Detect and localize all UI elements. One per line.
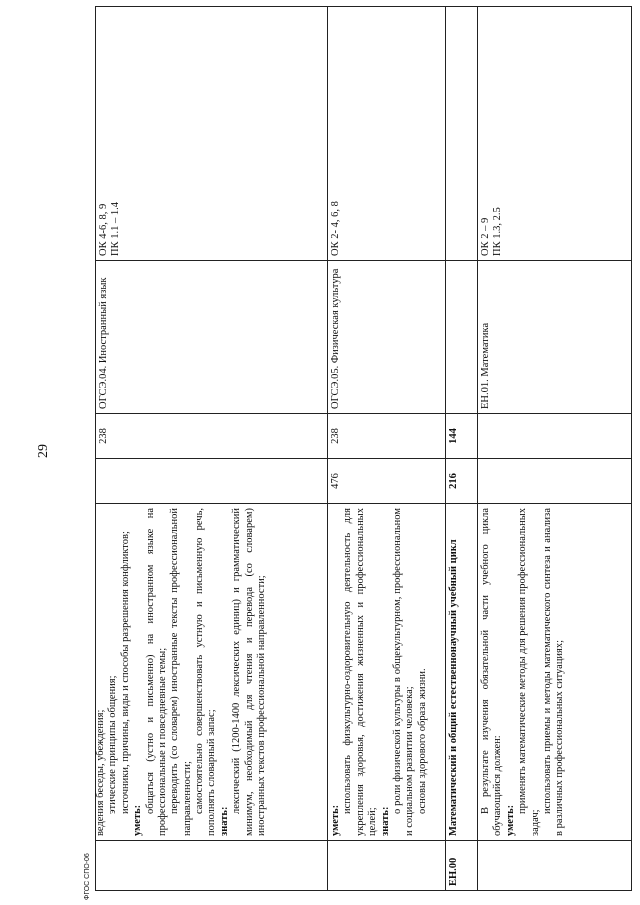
footer-code: ФГОС СПО-06 [84, 853, 91, 900]
desc-label: уметь: [504, 804, 516, 836]
max-load-cell [478, 459, 632, 504]
section-title: Математический и общий естественнонаучный учебный цикл [446, 504, 478, 841]
desc-label: уметь: [330, 804, 341, 836]
desc-line: ведения беседы, убеждения; [95, 709, 106, 836]
competence-code: ПК 1.1 – 1.4 [110, 202, 122, 256]
desc-line: применять математические методы для решения профессиональных задач; [517, 508, 541, 836]
table-row [96, 7, 328, 891]
competence-codes-cell [328, 7, 446, 261]
desc-line: В результате изучения обязательной части учебного цикла обучающийся должен: [480, 508, 504, 836]
desc-line: этические принципы общения; [107, 675, 119, 814]
competence-code: ОК 2- 4, 6, 8 [330, 201, 341, 256]
competence-code: ОК 2 – 9 [480, 217, 491, 256]
discipline-cell: ЕН.01. Математика [478, 261, 632, 414]
competence-code: ОК 4-6, 8, 9 [98, 203, 109, 256]
row-description [478, 504, 632, 841]
desc-line: переводить (со словарем) иностранные тексты профессиональной направленности; [169, 508, 193, 836]
row-description [96, 504, 328, 841]
desc-line: источники, причины, виды и способы разрешения конфликтов; [119, 531, 131, 814]
desc-label: знать: [218, 806, 230, 836]
desc-line: лексический (1200-1400 лексических единиц) и грамматический минимум, необходимый для чтения и перевода (со словарем) иностранных текстов профессиональной направленности; [231, 508, 267, 836]
desc-line: использовать приемы и методы математического синтеза и анализа в различных профессиональных ситуациях; [541, 508, 566, 836]
competence-codes-cell [96, 7, 328, 261]
table-row [328, 7, 446, 891]
max-load-cell [96, 459, 328, 504]
table-row [478, 7, 632, 891]
hours-cell: 144 [446, 414, 478, 459]
row-index [328, 841, 446, 891]
discipline-cell [446, 261, 478, 414]
competence-codes-cell [446, 7, 478, 261]
discipline-cell: ОГСЭ.05. Физическая культура [328, 261, 446, 414]
table-row-section [446, 7, 478, 891]
page-number: 29 [36, 444, 51, 458]
max-load-cell: 476 [328, 459, 446, 504]
row-index [96, 841, 328, 891]
desc-line: общаться (устно и письменно) на иностранном языке на профессиональные и повседневные темы; [144, 508, 168, 836]
desc-label: уметь: [132, 804, 144, 836]
desc-line: самостоятельно совершенствовать устную и письменную речь, пополнять словарный запас; [194, 508, 218, 836]
curriculum-table [95, 6, 632, 891]
hours-cell: 238 [328, 414, 446, 459]
desc-line: о роли физической культуры в общекультурном, профессиональном и социальном развитии человека; [391, 508, 416, 836]
competence-code: ПК 1.3, 2.5 [492, 207, 504, 256]
section-index: ЕН.00 [446, 841, 478, 891]
hours-cell [478, 414, 632, 459]
max-load-cell: 216 [446, 459, 478, 504]
desc-line: основы здорового образа жизни. [416, 668, 428, 814]
row-index [478, 841, 632, 891]
desc-label: знать: [379, 806, 391, 836]
desc-line: использовать физкультурно-оздоровительную деятельность для укрепления здоровья, достижения жизненных и профессиональных целей; [342, 508, 379, 836]
competence-codes-cell [478, 7, 632, 261]
hours-cell: 238 [96, 414, 328, 459]
rotated-table-sheet [95, 7, 632, 891]
row-description [328, 504, 446, 841]
discipline-cell: ОГСЭ.04. Иностранный язык [96, 261, 328, 414]
